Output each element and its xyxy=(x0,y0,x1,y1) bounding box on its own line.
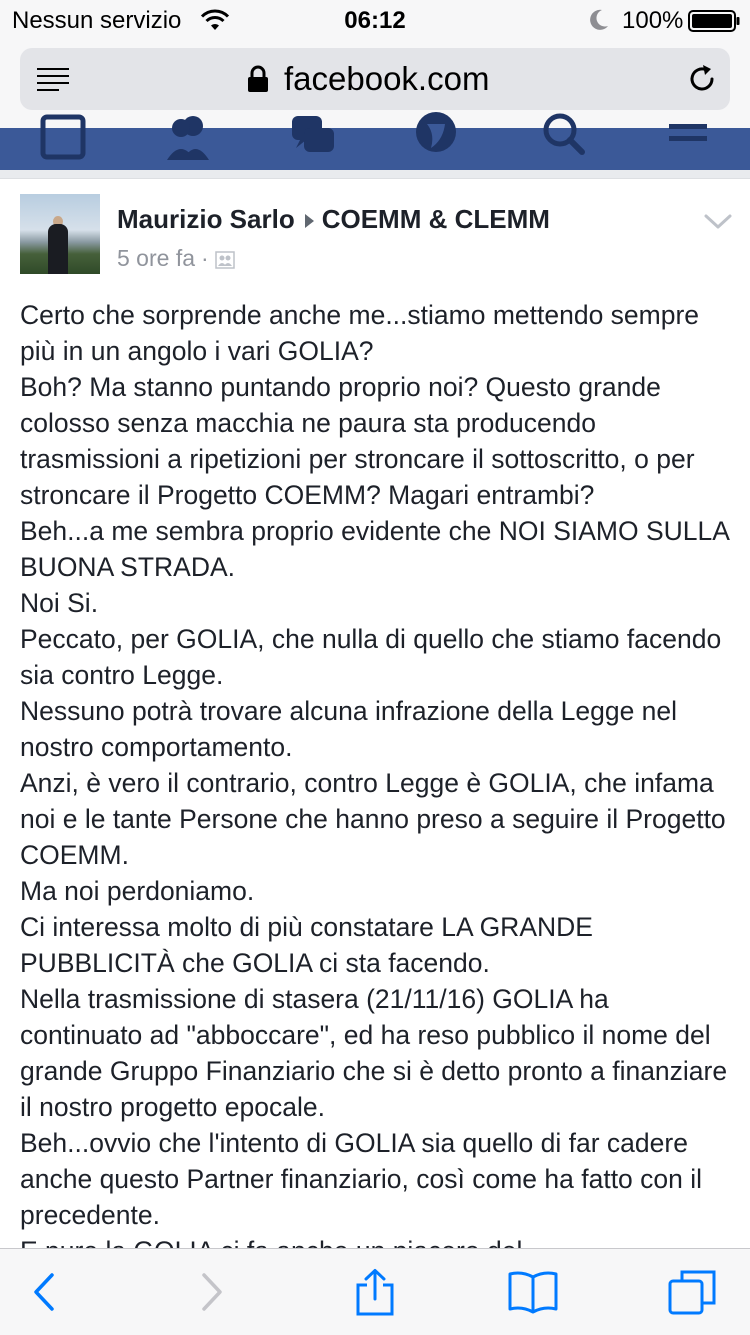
moon-icon xyxy=(588,8,610,32)
status-bar xyxy=(0,0,750,40)
tabs-icon[interactable] xyxy=(668,1269,718,1315)
forward-icon[interactable] xyxy=(186,1269,236,1315)
friends-icon[interactable] xyxy=(165,114,211,160)
browser-address-area xyxy=(0,40,750,128)
back-icon[interactable] xyxy=(20,1269,70,1315)
shared-to-arrow-icon xyxy=(305,214,314,228)
post-paragraph: Beh...ovvio che l'intento di GOLIA sia quello di far cadere anche questo Partner finanziario, così come ha fatto con il precedente. xyxy=(20,1128,703,1230)
reload-icon[interactable] xyxy=(686,63,718,95)
battery-percentage: 100% xyxy=(622,7,684,34)
post-paragraph: Peccato, per GOLIA, che nulla di quello che stiamo facendo sia contro Legge. xyxy=(20,624,722,690)
author-name[interactable]: Maurizio Sarlo xyxy=(117,204,295,234)
group-name[interactable]: COEMM & CLEMM xyxy=(321,204,550,234)
meta-separator: · xyxy=(201,245,209,271)
post-paragraph: Nessuno potrà trovare alcuna infrazione della Legge nel nostro comportamento. xyxy=(20,696,678,762)
audience-group-icon xyxy=(215,251,235,269)
battery-icon xyxy=(688,10,740,32)
post-body xyxy=(20,297,732,1269)
carrier-label: Nessun servizio xyxy=(12,7,182,34)
post-header xyxy=(117,204,550,235)
browser-toolbar xyxy=(0,1248,750,1335)
post-paragraph: Ma noi perdoniamo. xyxy=(20,876,255,906)
lock-icon xyxy=(247,65,269,93)
post-paragraph: Ci interessa molto di più constatare LA GRANDE PUBBLICITÀ che GOLIA ci sta facendo. xyxy=(20,912,593,978)
post-paragraph: Nella trasmissione di stasera (21/11/16) GOLIA ha continuato ad "abboccare", ed ha reso pubblico il nome del grande Gruppo Finanziario che si è detto pronto a finanziare il nostro progetto epocale. xyxy=(20,984,728,1122)
avatar[interactable] xyxy=(20,194,100,274)
news-feed-icon[interactable] xyxy=(40,114,86,160)
post-timestamp[interactable]: 5 ore fa xyxy=(117,245,195,271)
url-text[interactable]: facebook.com xyxy=(284,60,490,97)
facebook-nav-bar xyxy=(0,128,750,170)
reader-icon[interactable] xyxy=(36,66,70,92)
notifications-globe-icon[interactable] xyxy=(413,114,459,160)
chevron-down-icon[interactable] xyxy=(704,213,732,231)
post-meta xyxy=(117,245,235,272)
menu-icon[interactable] xyxy=(665,114,711,160)
clock: 06:12 xyxy=(344,7,406,34)
search-icon[interactable] xyxy=(540,114,586,160)
feed-post xyxy=(0,178,750,1249)
post-paragraph: Boh? Ma stanno puntando proprio noi? Questo grande colosso senza macchia ne paura sta producendo trasmissioni a ripetizioni per stroncare il sottoscritto, o per stroncare il Progetto COEMM? Magari entrambi? xyxy=(20,372,695,510)
post-paragraph: Noi Si. xyxy=(20,588,99,618)
messages-icon[interactable] xyxy=(290,114,336,160)
address-bar[interactable] xyxy=(20,48,730,110)
post-paragraph: Anzi, è vero il contrario, contro Legge è GOLIA, che infama noi e le tante Persone che hanno preso a seguire il Progetto COEMM. xyxy=(20,768,726,870)
bookmarks-icon[interactable] xyxy=(508,1269,558,1315)
post-paragraph: Beh...a me sembra proprio evidente che NOI SIAMO SULLA BUONA STRADA. xyxy=(20,516,729,582)
post-paragraph: Certo che sorprende anche me...stiamo mettendo sempre più in un angolo i vari GOLIA? xyxy=(20,300,700,366)
share-icon[interactable] xyxy=(350,1269,400,1315)
avatar-figure xyxy=(48,224,68,274)
